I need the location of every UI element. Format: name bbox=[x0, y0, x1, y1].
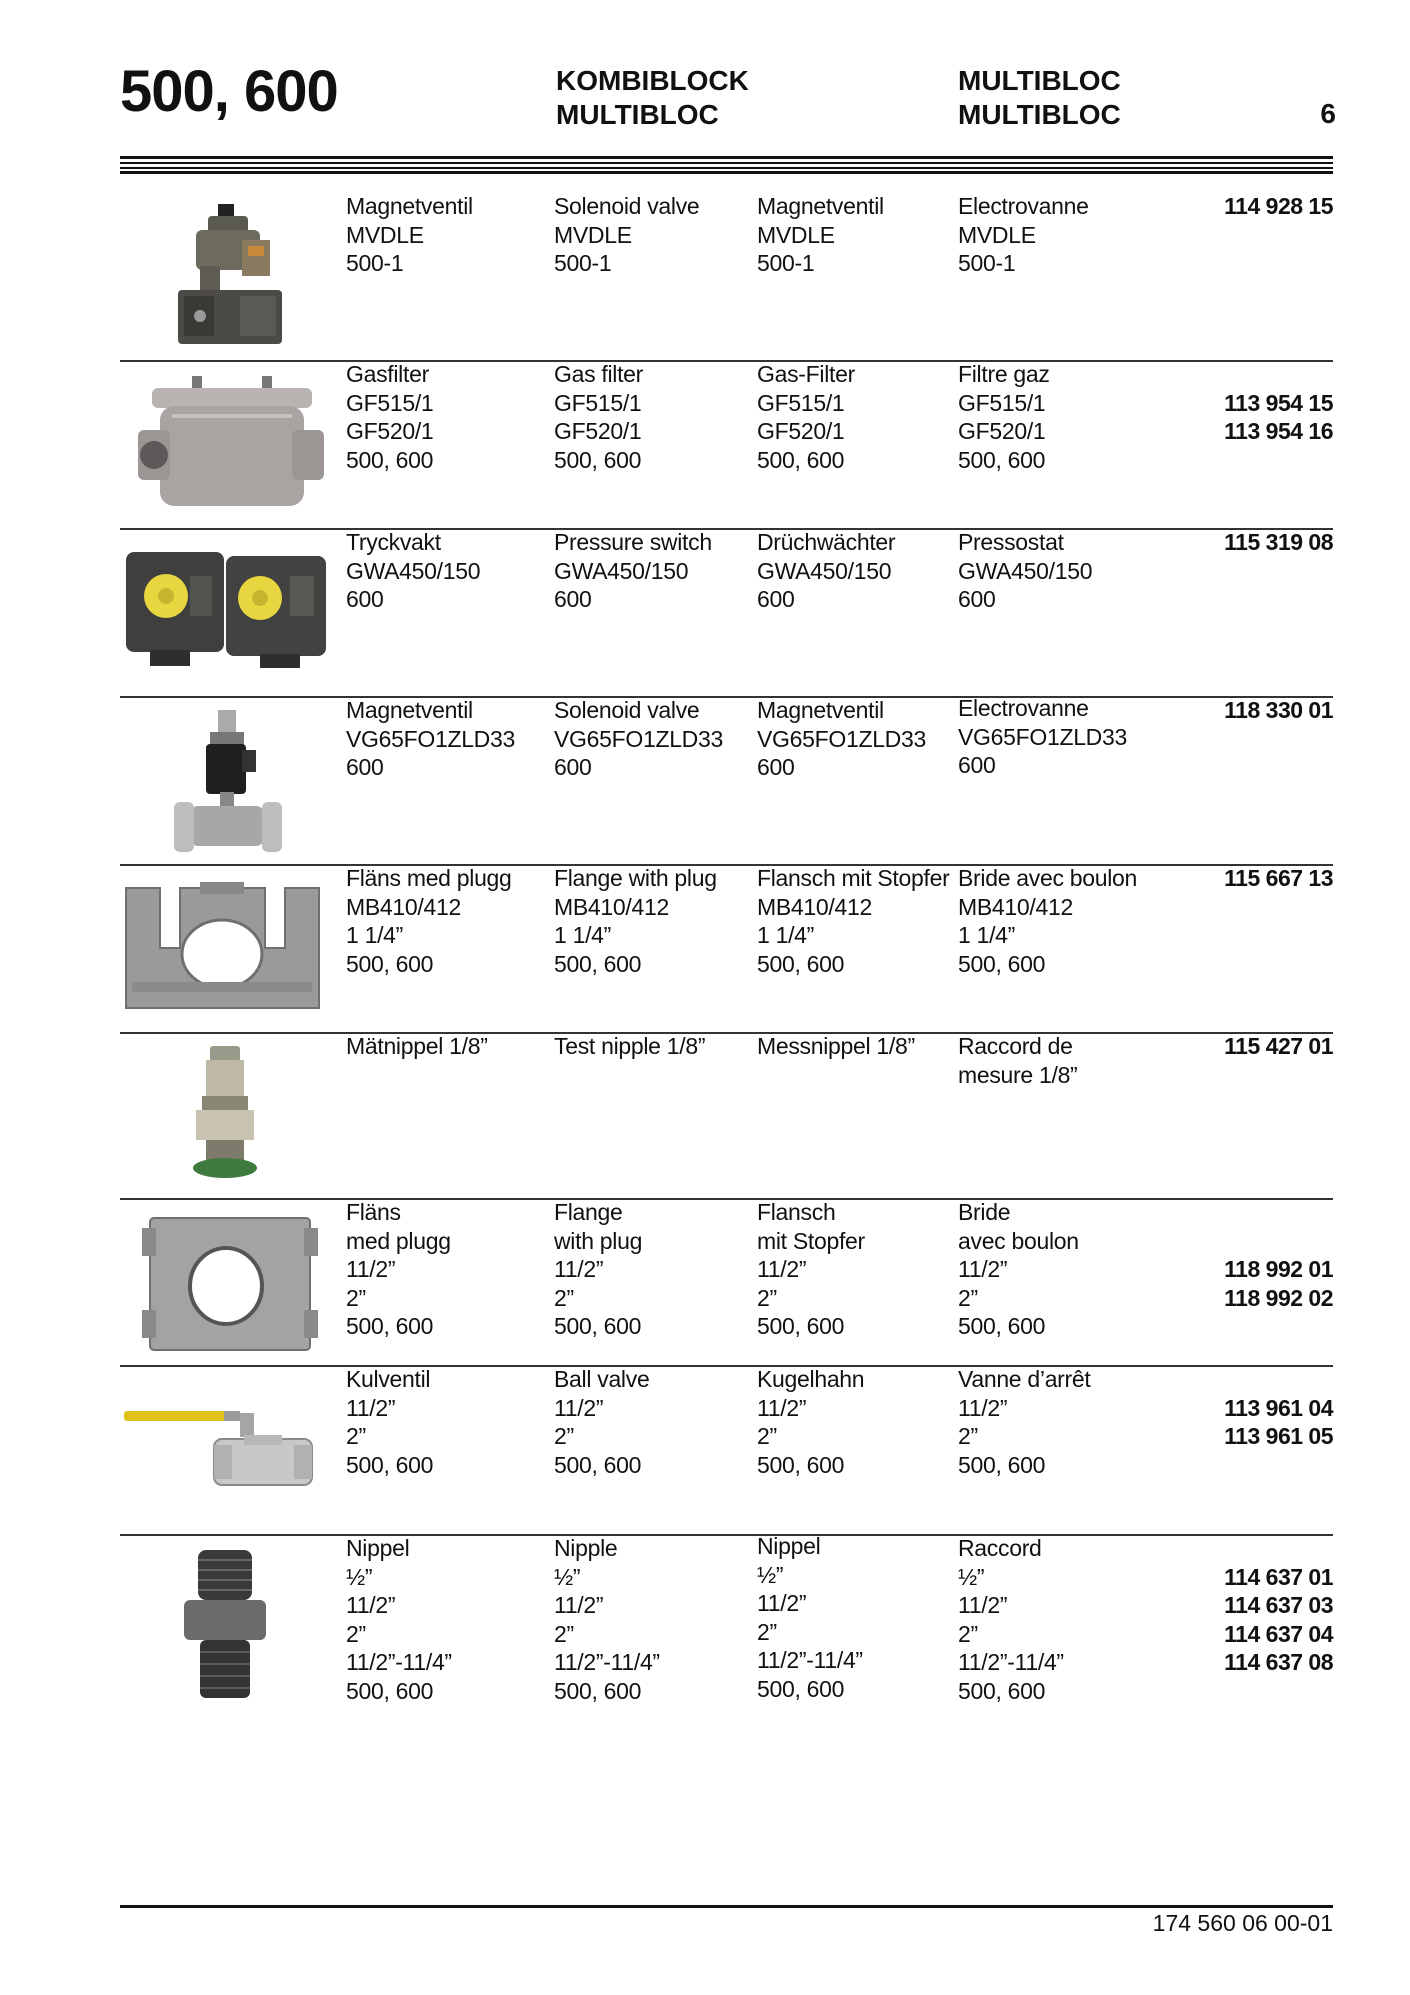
text-english: Nipple ½” 11/2” 2” 11/2”-11/4” 500, 600 bbox=[554, 1535, 660, 1704]
text-german: Nippel ½” 11/2” 2” 11/2”-11/4” 500, 600 bbox=[757, 1533, 863, 1702]
solenoid-valve-mvdle-image bbox=[170, 200, 290, 350]
part-numbers: 115 427 01 bbox=[1224, 1033, 1333, 1059]
text-swedish: Magnetventil VG65FO1ZLD33 600 bbox=[346, 697, 515, 780]
text-french: Filtre gaz GF515/1 GF520/1 500, 600 bbox=[958, 361, 1050, 473]
document-number: 174 560 06 00-01 bbox=[1152, 1910, 1333, 1936]
part-numbers: 118 992 01 118 992 02 bbox=[1224, 1256, 1333, 1311]
text-english: Gas filter GF515/1 GF520/1 500, 600 bbox=[554, 361, 644, 473]
text-german: Magnetventil MVDLE 500-1 bbox=[757, 193, 884, 276]
text-english: Pressure switch GWA450/150 600 bbox=[554, 529, 712, 612]
part-numbers: 114 637 01 114 637 03 114 637 04 114 637 08 bbox=[1224, 1563, 1333, 1675]
text-swedish: Tryckvakt GWA450/150 600 bbox=[346, 529, 481, 612]
text-french: Pressostat GWA450/150 600 bbox=[958, 529, 1093, 612]
text-english: Solenoid valve MVDLE 500-1 bbox=[554, 193, 700, 276]
page-number: 6 bbox=[1320, 98, 1336, 129]
model-title: 500, 600 bbox=[120, 59, 338, 124]
text-french: Vanne d’arrêt 11/2” 2” 500, 600 bbox=[958, 1366, 1091, 1478]
part-numbers: 113 961 04 113 961 05 bbox=[1224, 1394, 1333, 1449]
page-header bbox=[0, 0, 1410, 175]
text-french: Electrovanne MVDLE 500-1 bbox=[958, 193, 1089, 276]
header-title-sv-de bbox=[556, 64, 749, 132]
nipple-image bbox=[170, 1546, 280, 1706]
text-german: Drüchwächter GWA450/150 600 bbox=[757, 529, 896, 612]
header-line: MULTIBLOC bbox=[556, 99, 719, 130]
solenoid-valve-vg65-image bbox=[170, 706, 290, 856]
flange-image bbox=[140, 1210, 320, 1358]
part-numbers: 118 330 01 bbox=[1224, 697, 1333, 723]
text-german: Gas-Filter GF515/1 GF520/1 500, 600 bbox=[757, 361, 855, 473]
header-line: KOMBIBLOCK bbox=[556, 65, 749, 96]
flange-with-plug-image bbox=[120, 878, 325, 1018]
text-german: Magnetventil VG65FO1ZLD33 600 bbox=[757, 697, 926, 780]
text-german: Kugelhahn 11/2” 2” 500, 600 bbox=[757, 1366, 865, 1478]
text-german: Messnippel 1/8” bbox=[757, 1033, 915, 1059]
gas-filter-image bbox=[132, 370, 332, 520]
text-french: Electrovanne VG65FO1ZLD33 600 bbox=[958, 695, 1127, 778]
text-swedish: Nippel ½” 11/2” 2” 11/2”-11/4” 500, 600 bbox=[346, 1535, 452, 1704]
text-french: Raccord ½” 11/2” 2” 11/2”-11/4” 500, 600 bbox=[958, 1535, 1064, 1704]
text-swedish: Fläns med plugg MB410/412 1 1/4” 500, 600 bbox=[346, 865, 512, 977]
text-swedish: Magnetventil MVDLE 500-1 bbox=[346, 193, 473, 276]
text-german: Flansch mit Stopfer MB410/412 1 1/4” 500, 600 bbox=[757, 865, 950, 977]
text-swedish: Kulventil 11/2” 2” 500, 600 bbox=[346, 1366, 434, 1478]
text-swedish: Fläns med plugg 11/2” 2” 500, 600 bbox=[346, 1199, 451, 1339]
text-german: Flansch mit Stopfer 11/2” 2” 500, 600 bbox=[757, 1199, 865, 1339]
text-french: Raccord de mesure 1/8” bbox=[958, 1033, 1078, 1088]
part-numbers: 113 954 15 113 954 16 bbox=[1224, 389, 1333, 444]
text-english: Flange with plug MB410/412 1 1/4” 500, 600 bbox=[554, 865, 717, 977]
pressure-switch-image bbox=[120, 546, 330, 676]
text-swedish: Mätnippel 1/8” bbox=[346, 1033, 488, 1059]
text-english: Solenoid valve VG65FO1ZLD33 600 bbox=[554, 697, 723, 780]
text-english: Test nipple 1/8” bbox=[554, 1033, 706, 1059]
header-title-en-fr bbox=[958, 64, 1121, 132]
header-line: MULTIBLOC bbox=[958, 99, 1121, 130]
text-english: Flange with plug 11/2” 2” 500, 600 bbox=[554, 1199, 643, 1339]
test-nipple-image bbox=[180, 1040, 270, 1190]
text-english: Ball valve 11/2” 2” 500, 600 bbox=[554, 1366, 650, 1478]
part-numbers: 114 928 15 bbox=[1224, 193, 1333, 219]
text-french: Bride avec boulon MB410/412 1 1/4” 500, 600 bbox=[958, 865, 1138, 977]
ball-valve-image bbox=[120, 1389, 320, 1499]
part-numbers: 115 319 08 bbox=[1224, 529, 1333, 555]
header-line: MULTIBLOC bbox=[958, 65, 1121, 96]
text-swedish: Gasfilter GF515/1 GF520/1 500, 600 bbox=[346, 361, 434, 473]
footer-rule bbox=[120, 1905, 1333, 1908]
part-numbers: 115 667 13 bbox=[1224, 865, 1333, 891]
text-french: Bride avec boulon 11/2” 2” 500, 600 bbox=[958, 1199, 1079, 1339]
